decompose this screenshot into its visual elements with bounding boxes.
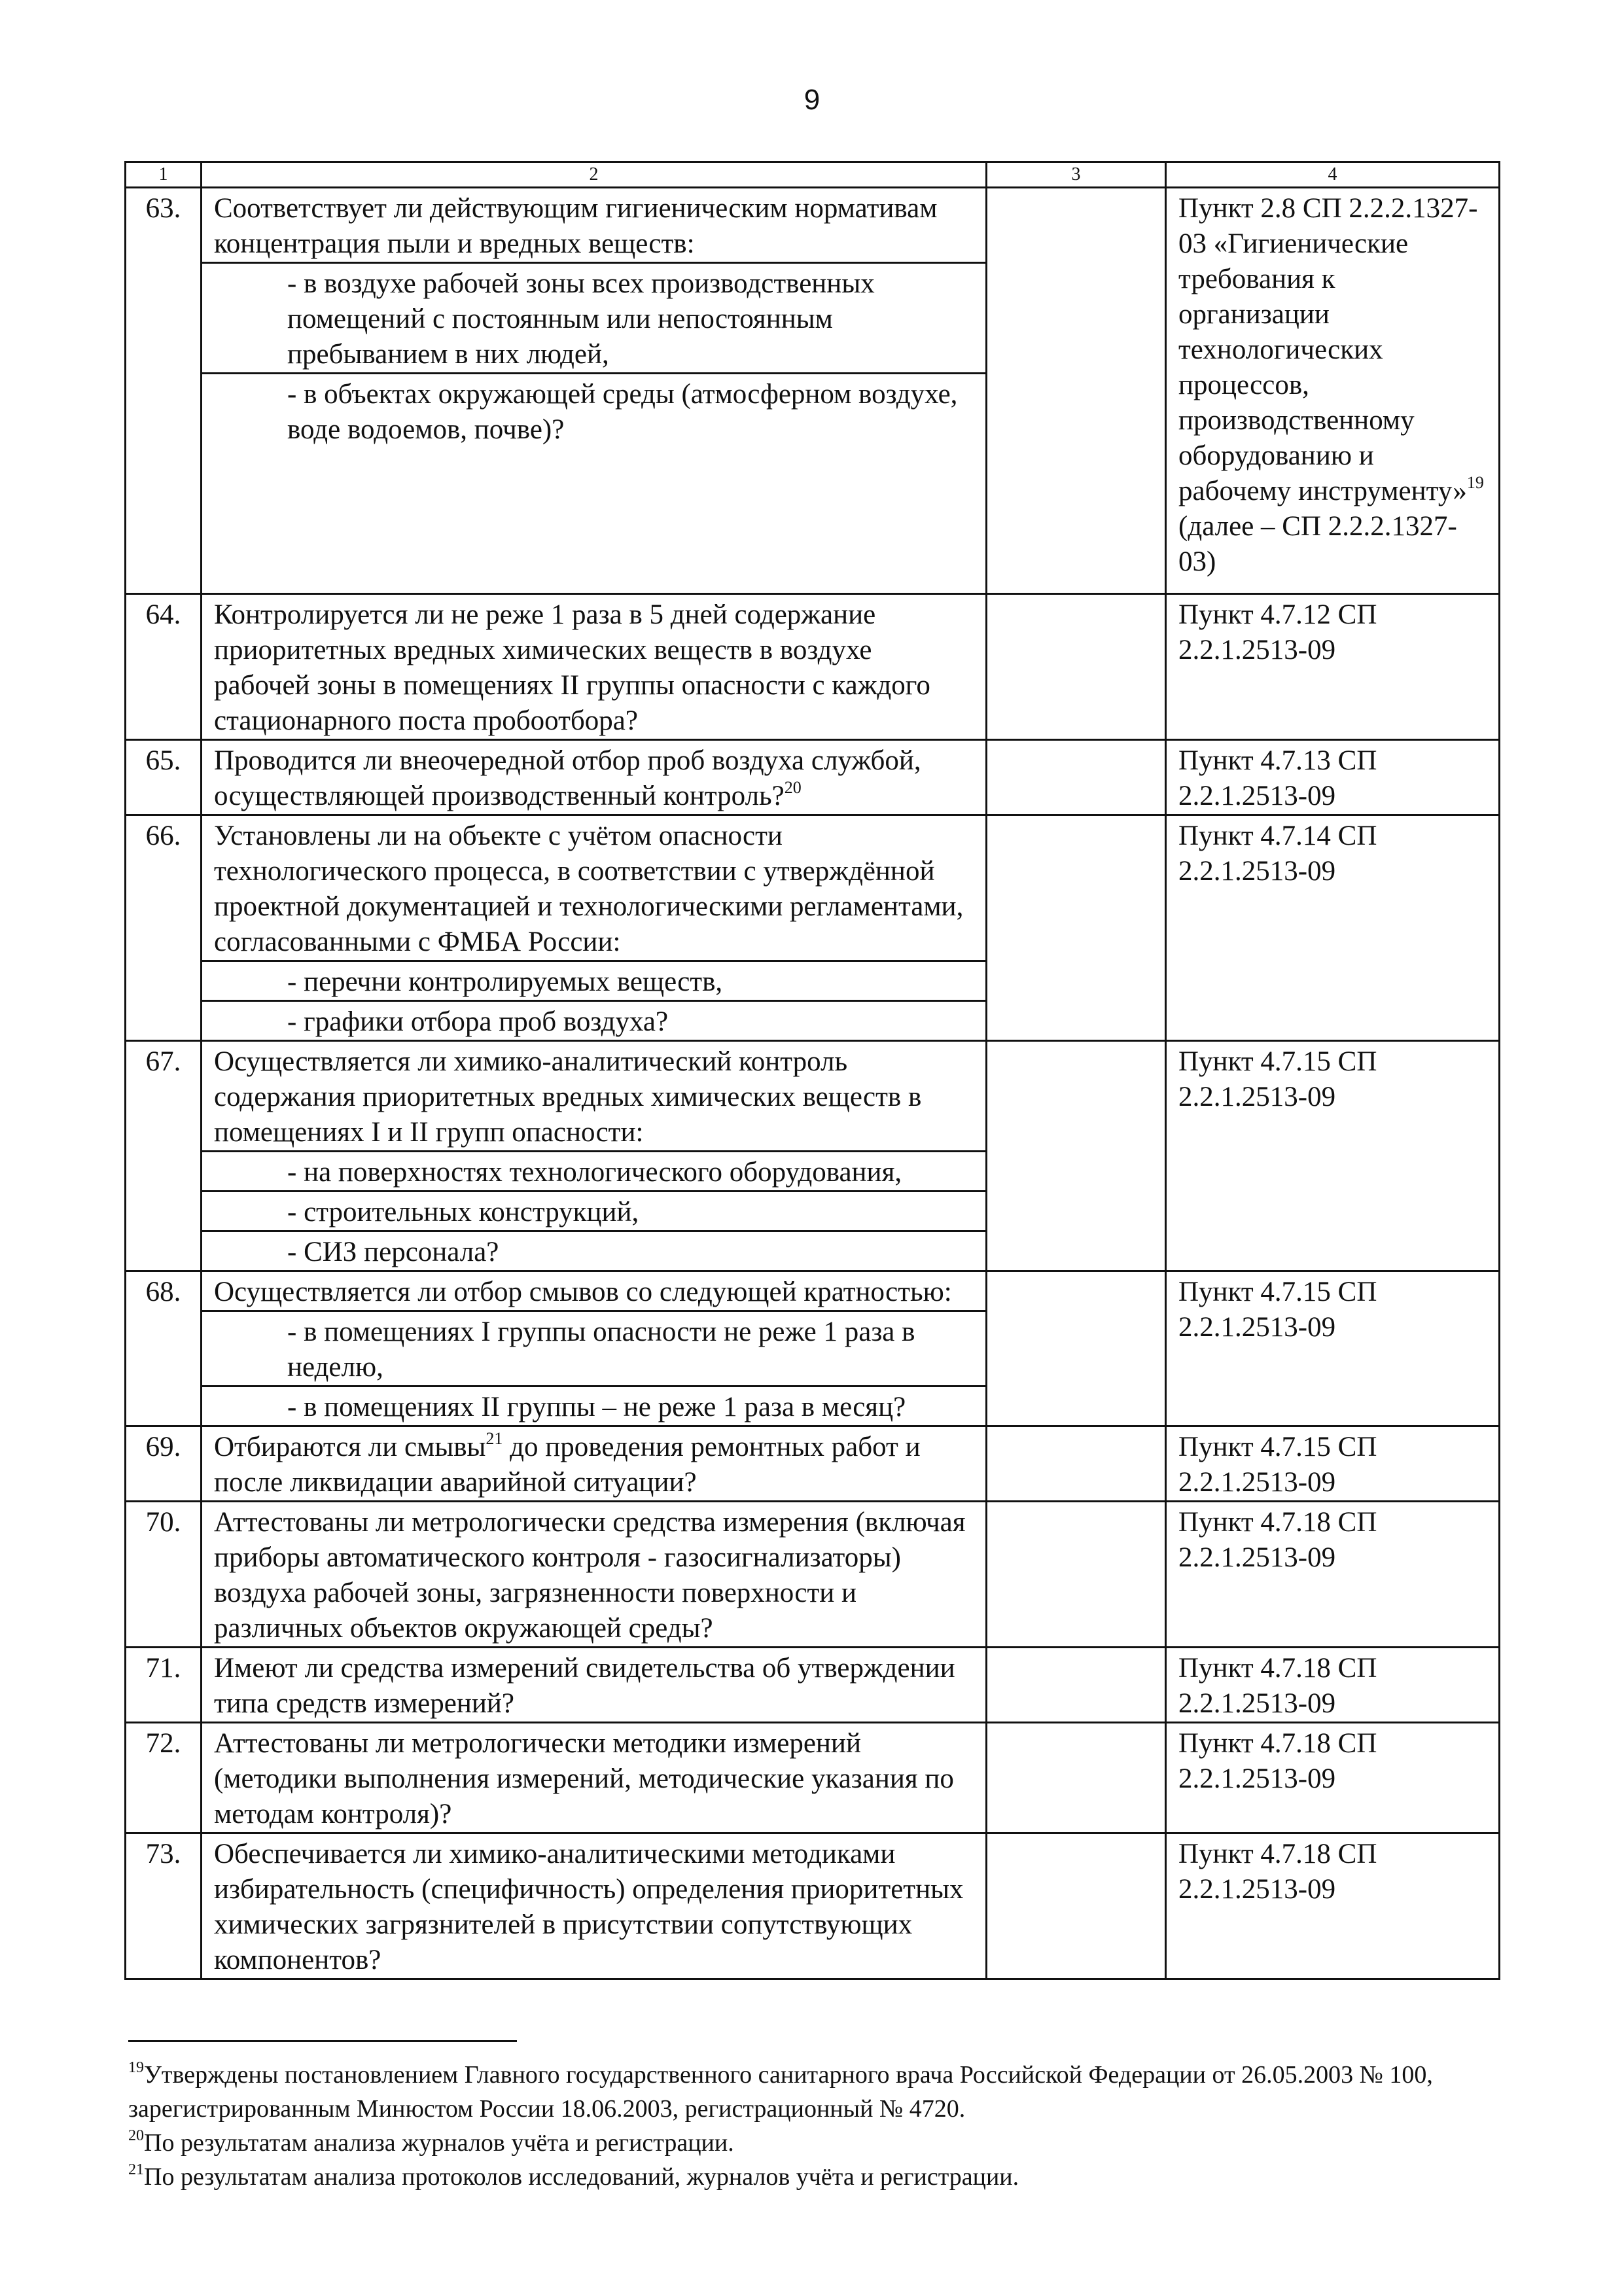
- question-text: Имеют ли средства измерений свидетельства об утверждении типа средств измерений?: [202, 1648, 987, 1723]
- page-number: 9: [803, 84, 821, 116]
- question-subitem: - перечни контролируемых веществ,: [202, 961, 987, 1001]
- answer-cell: [987, 1723, 1166, 1833]
- column-number: 1: [126, 162, 202, 188]
- question-text: Аттестованы ли метрологически средства измерения (включая приборы автоматического контроля - газосигнализаторы) воздуха рабочей зоны, загрязненности поверхности и различных объектов окружающей среды?: [202, 1502, 987, 1648]
- row-number: 67.: [126, 1041, 202, 1271]
- question-text: Проводится ли внеочередной отбор проб воздуха службой, осуществляющей производственный контроль?$^{20}$: [202, 740, 987, 815]
- column-number: 3: [987, 162, 1166, 188]
- row-number: 69.: [126, 1426, 202, 1502]
- table-row: [126, 1648, 1500, 1723]
- table-row: [126, 594, 1500, 740]
- question-text: Контролируется ли не реже 1 раза в 5 дней содержание приоритетных вредных химических веществ в воздухе рабочей зоны в помещениях II группы опасности с каждого стационарного поста пробоотбора?: [202, 594, 987, 740]
- checklist-table: [124, 161, 1500, 1980]
- table-row: [126, 1502, 1500, 1648]
- reference-text: Пункт 4.7.12 СП 2.2.1.2513-09: [1166, 594, 1500, 740]
- row-number: 65.: [126, 740, 202, 815]
- answer-cell: [987, 1426, 1166, 1502]
- row-number: 66.: [126, 815, 202, 1041]
- footnote: $^{20}$По результатам анализа журналов учёта и регистрации.: [128, 2127, 734, 2157]
- reference-text: Пункт 4.7.18 СП 2.2.1.2513-09: [1166, 1648, 1500, 1723]
- answer-cell: [987, 188, 1166, 594]
- answer-cell: [987, 815, 1166, 1041]
- reference-text: Пункт 4.7.18 СП 2.2.1.2513-09: [1166, 1833, 1500, 1979]
- question-subitem: - в объектах окружающей среды (атмосферном воздухе, воде водоемов, почве)?: [202, 374, 987, 594]
- reference-text: Пункт 4.7.18 СП 2.2.1.2513-09: [1166, 1723, 1500, 1833]
- table-row: [126, 1833, 1500, 1979]
- table-row: [126, 1723, 1500, 1833]
- table-row: [126, 1271, 1500, 1311]
- answer-cell: [987, 1041, 1166, 1271]
- answer-cell: [987, 594, 1166, 740]
- footnote-separator: [128, 2040, 517, 2042]
- row-number: 70.: [126, 1502, 202, 1648]
- reference-text: Пункт 2.8 СП 2.2.2.1327-03 «Гигиенические требования к организации технологических процессов, производственному оборудованию и рабочему инструменту»$^{19}$ (далее – СП 2.2.2.1327-03): [1166, 188, 1500, 594]
- row-number: 71.: [126, 1648, 202, 1723]
- answer-cell: [987, 740, 1166, 815]
- question-text: Соответствует ли действующим гигиеническим нормативам концентрация пыли и вредных веществ:: [202, 188, 987, 263]
- question-text: Отбираются ли смывы$^{21}$ до проведения ремонтных работ и после ликвидации аварийной ситуации?: [202, 1426, 987, 1502]
- answer-cell: [987, 1502, 1166, 1648]
- column-number-row: [126, 162, 1500, 188]
- column-number: 2: [202, 162, 987, 188]
- row-number: 68.: [126, 1271, 202, 1426]
- table-row: [126, 740, 1500, 815]
- question-subitem: - в помещениях II группы – не реже 1 раза в месяц?: [202, 1386, 987, 1426]
- reference-text: Пункт 4.7.18 СП 2.2.1.2513-09: [1166, 1502, 1500, 1648]
- reference-text: Пункт 4.7.13 СП 2.2.1.2513-09: [1166, 740, 1500, 815]
- question-text: Обеспечивается ли химико-аналитическими методиками избирательность (специфичность) определения приоритетных химических загрязнителей в присутствии сопутствующих компонентов?: [202, 1833, 987, 1979]
- table-row: [126, 1041, 1500, 1152]
- row-number: 73.: [126, 1833, 202, 1979]
- question-subitem: - строительных конструкций,: [202, 1192, 987, 1231]
- question-text: Аттестованы ли метрологически методики измерений (методики выполнения измерений, методические указания по методам контроля)?: [202, 1723, 987, 1833]
- question-text: Установлены ли на объекте с учётом опасности технологического процесса, в соответствии с утверждённой проектной документацией и технологическими регламентами, согласованными с ФМБА России:: [202, 815, 987, 961]
- row-number: 64.: [126, 594, 202, 740]
- table-row: [126, 815, 1500, 961]
- table-row: [126, 188, 1500, 263]
- question-subitem: - в помещениях I группы опасности не реже 1 раза в неделю,: [202, 1311, 987, 1386]
- question-subitem: - в воздухе рабочей зоны всех производственных помещений с постоянным или непостоянным пребыванием в них людей,: [202, 263, 987, 374]
- question-text: Осуществляется ли отбор смывов со следующей кратностью:: [202, 1271, 987, 1311]
- reference-text: Пункт 4.7.14 СП 2.2.1.2513-09: [1166, 815, 1500, 1041]
- row-number: 72.: [126, 1723, 202, 1833]
- question-text: Осуществляется ли химико-аналитический контроль содержания приоритетных вредных химических веществ в помещениях I и II групп опасности:: [202, 1041, 987, 1152]
- reference-text: Пункт 4.7.15 СП 2.2.1.2513-09: [1166, 1271, 1500, 1426]
- reference-text: Пункт 4.7.15 СП 2.2.1.2513-09: [1166, 1041, 1500, 1271]
- footnotes: [128, 2058, 1502, 2194]
- answer-cell: [987, 1271, 1166, 1426]
- reference-text: Пункт 4.7.15 СП 2.2.1.2513-09: [1166, 1426, 1500, 1502]
- answer-cell: [987, 1648, 1166, 1723]
- footnote: $^{21}$По результатам анализа протоколов исследований, журналов учёта и регистрации.: [128, 2161, 1019, 2191]
- question-subitem: - СИЗ персонала?: [202, 1231, 987, 1271]
- row-number: 63.: [126, 188, 202, 594]
- table-row: [126, 1426, 1500, 1502]
- footnote: $^{19}$Утверждены постановлением Главного государственного санитарного врача Российской Федерации от 26.05.2003 № 100, зарегистрированным Минюстом России 18.06.2003, регистрационный № 4720.: [128, 2059, 1433, 2123]
- question-subitem: - графики отбора проб воздуха?: [202, 1001, 987, 1041]
- answer-cell: [987, 1833, 1166, 1979]
- column-number: 4: [1166, 162, 1500, 188]
- question-subitem: - на поверхностях технологического оборудования,: [202, 1152, 987, 1192]
